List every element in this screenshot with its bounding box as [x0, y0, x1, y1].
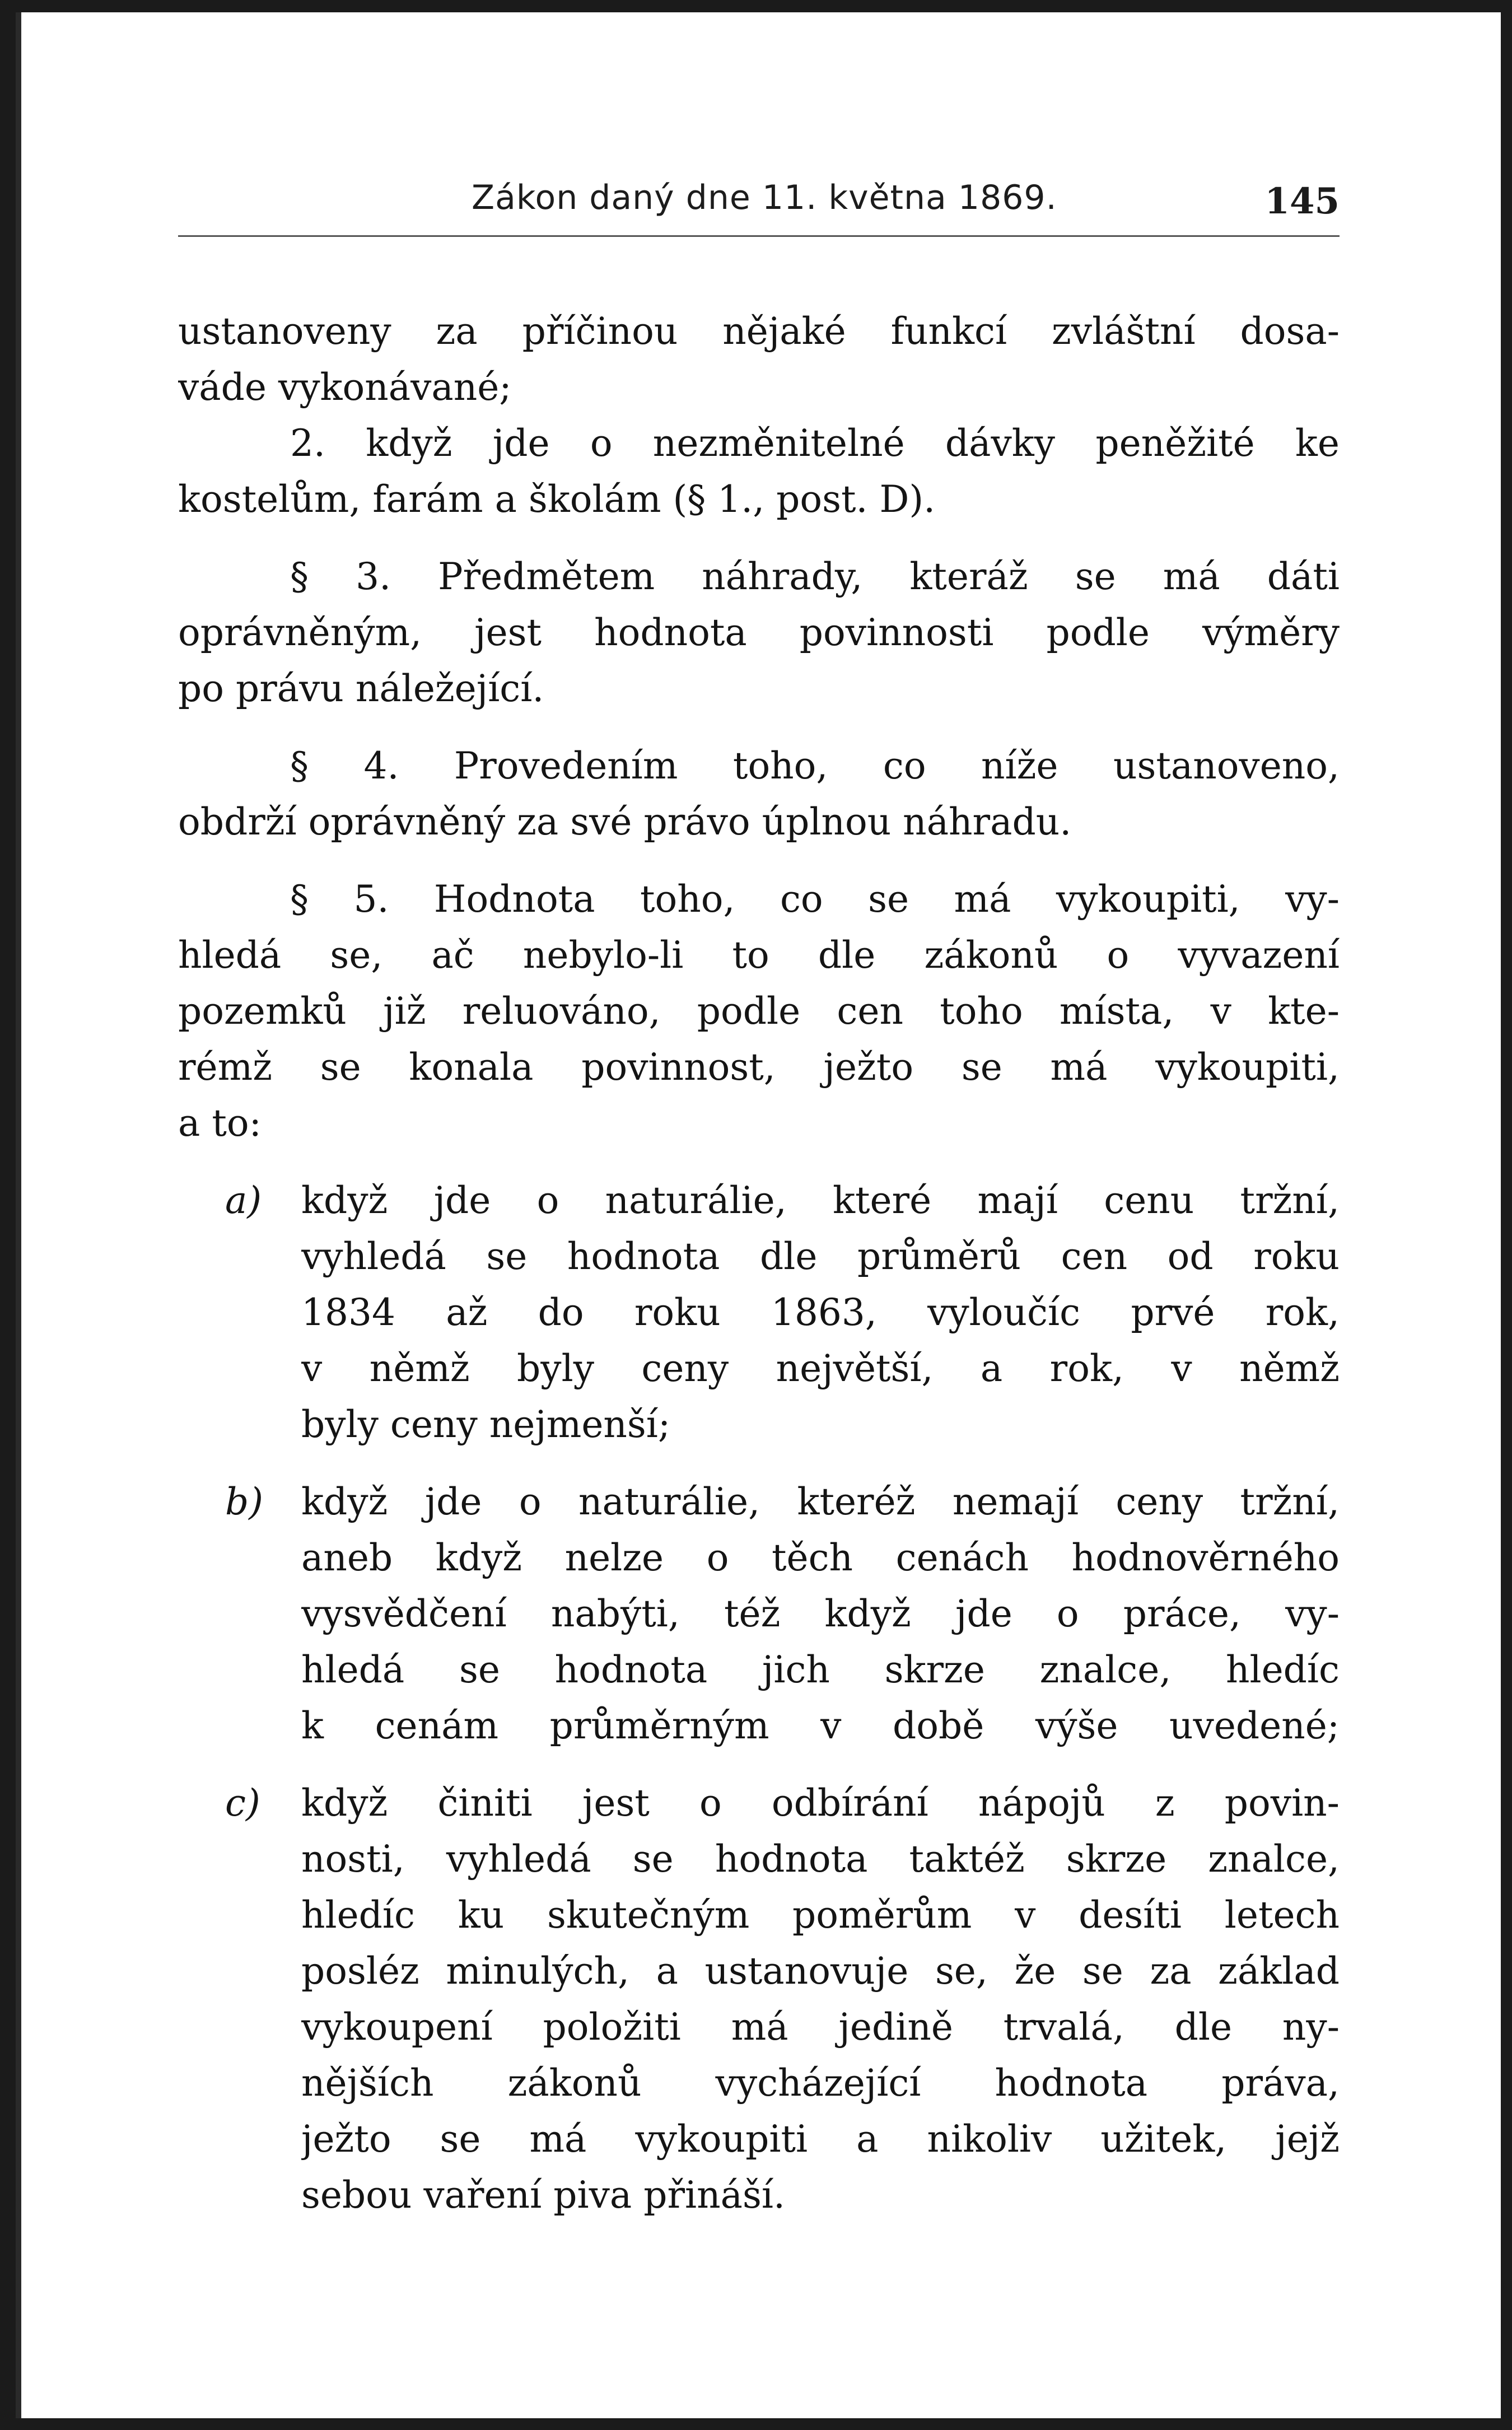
text-line: 2. když jde o nezměnitelné dávky peněžité ke: [290, 422, 1340, 465]
text-line: k cenám průměrným v době výše uvedené;: [301, 1704, 1340, 1747]
page-content: [16, 12, 1501, 2418]
list-item-a: [178, 1173, 1340, 1453]
text-line: po právu náležející.: [178, 667, 544, 710]
list-item-label: b): [225, 1480, 263, 1523]
paragraph-section-5: [178, 871, 1340, 1151]
text-line: sebou vaření piva přináší.: [301, 2174, 785, 2217]
text-line: když jde o naturálie, které mají cenu tržní,: [301, 1179, 1340, 1222]
text-line: byly ceny nejmenší;: [301, 1403, 671, 1446]
text-line: rémž se konala povinnost, ježto se má vykoupiti,: [178, 1046, 1340, 1089]
paragraph-section-4: [178, 738, 1340, 850]
text-line: v němž byly ceny největší, a rok, v němž: [301, 1347, 1340, 1390]
text-line: vyhledá se hodnota dle průměrů cen od roku: [301, 1235, 1340, 1278]
text-line: § 3. Předmětem náhrady, kteráž se má dáti: [290, 555, 1340, 598]
text-line: § 4. Provedením toho, co níže ustanoveno,: [290, 744, 1340, 787]
text-line: nějších zákonů vycházející hodnota práva,: [301, 2061, 1340, 2105]
page-number: 145: [1264, 180, 1340, 222]
paragraph-continuation: [178, 304, 1340, 416]
text-line: nosti, vyhledá se hodnota taktéž skrze znalce,: [301, 1837, 1340, 1881]
text-line: obdrží oprávněný za své právo úplnou náhradu.: [178, 800, 1072, 843]
text-line: vykoupení položiti má jedině trvalá, dle ny-: [301, 2005, 1340, 2049]
text-line: kostelům, farám a školám (§ 1., post. D).: [178, 478, 936, 521]
list-item-c: [178, 1775, 1340, 2223]
text-line: hledá se hodnota jich skrze znalce, hledíc: [301, 1648, 1340, 1691]
text-line: 1834 až do roku 1863, vyloučíc prvé rok,: [301, 1291, 1340, 1334]
text-line: oprávněným, jest hodnota povinnosti podle výměry: [178, 611, 1340, 654]
text-line: když činiti jest o odbírání nápojů z povin-: [301, 1781, 1340, 1825]
body-text: [178, 304, 1340, 2223]
list-item-label: a): [225, 1179, 262, 1222]
list-item-b: [178, 1474, 1340, 1754]
header-rule: [178, 235, 1340, 237]
text-line: ustanoveny za příčinou nějaké funkcí zvláštní dosa-: [178, 310, 1340, 353]
text-line: posléz minulých, a ustanovuje se, že se za základ: [301, 1949, 1340, 1993]
text-line: a to:: [178, 1102, 262, 1145]
text-line: hledá se, ač nebylo-li to dle zákonů o vyvazení: [178, 934, 1340, 977]
text-line: váde vykonávané;: [178, 366, 512, 409]
text-line: aneb když nelze o těch cenách hodnověrného: [301, 1536, 1340, 1579]
running-title: Zákon daný dne 11. května 1869.: [472, 178, 1057, 217]
list-item-label: c): [225, 1781, 260, 1825]
text-line: když jde o naturálie, kteréž nemají ceny tržní,: [301, 1480, 1340, 1523]
text-line: pozemků již reluováno, podle cen toho místa, v kte-: [178, 990, 1340, 1033]
paragraph-section-3: [178, 549, 1340, 717]
paragraph-point-2: [178, 416, 1340, 528]
scanned-page: [16, 12, 1501, 2418]
text-line: hledíc ku skutečným poměrům v desíti letech: [301, 1893, 1340, 1937]
text-line: § 5. Hodnota toho, co se má vykoupiti, vy-: [290, 878, 1340, 921]
running-header: [178, 172, 1340, 223]
text-line: vysvědčení nabýti, též když jde o práce, vy-: [301, 1592, 1340, 1635]
text-line: ježto se má vykoupiti a nikoliv užitek, jejž: [301, 2117, 1340, 2161]
